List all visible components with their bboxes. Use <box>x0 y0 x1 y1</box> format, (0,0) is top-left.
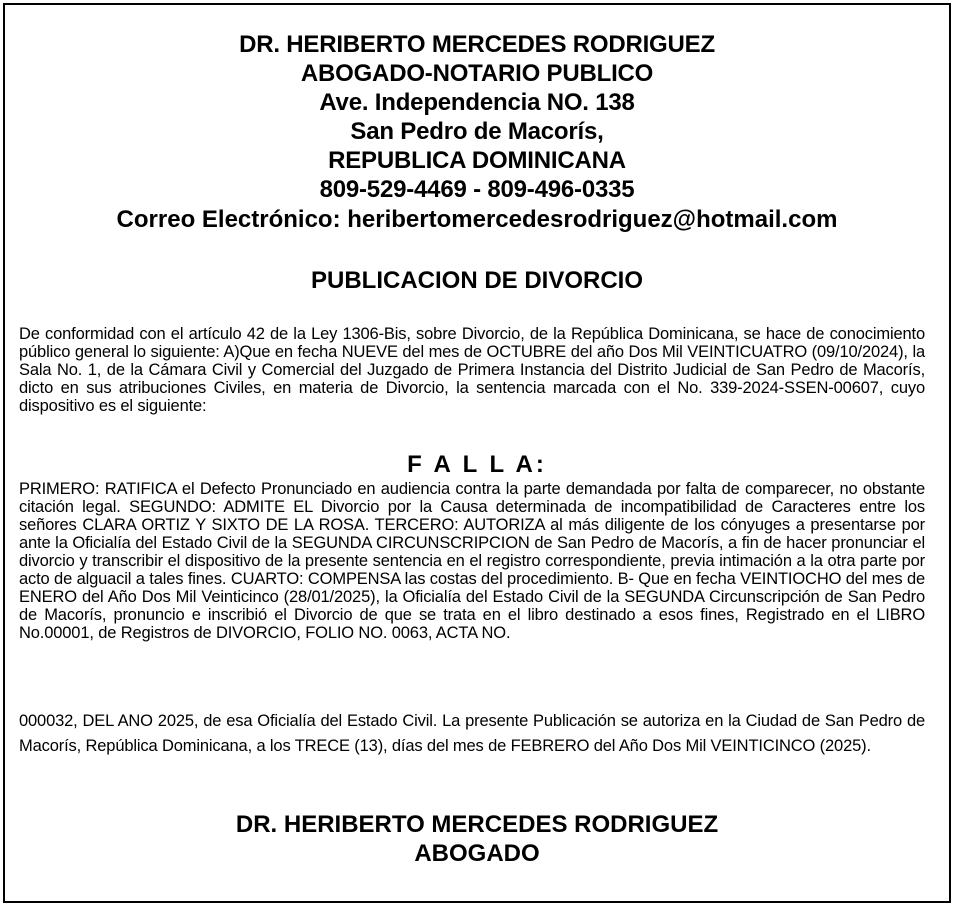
falla-heading: F A L L A: <box>407 451 547 478</box>
signer-name: DR. HERIBERTO MERCEDES RODRIGUEZ <box>235 811 719 838</box>
office-country: REPUBLICA DOMINICANA <box>328 147 626 174</box>
office-city: San Pedro de Macorís, <box>350 118 604 145</box>
signature-block <box>0 810 954 868</box>
email-address: Correo Electrónico: heribertomercedesrodriguez@hotmail.com <box>116 206 838 233</box>
lawyer-title: ABOGADO-NOTARIO PUBLICO <box>300 60 654 87</box>
signer-title: ABOGADO <box>414 840 540 867</box>
ruling-paragraph: PRIMERO: RATIFICA el Defecto Pronunciado en audiencia contra la parte demandada por falta de comparecer, no obstante citación legal. SEGUNDO: ADMITE EL Divorcio por la Causa determinada de incompatibilidad de Caracteres entre los señores CLARA ORTIZ Y SIXTO DE LA ROSA. TERCERO: AUTORIZA al más diligente de los cónyuges a presentarse por ante la Oficialía del Estado Civil de la SEGUNDA CIRCUNSCRIPCION de San Pedro de Macorís, a fin de hacer pronunciar el divorcio y transcribir el dispositivo de la presente sentencia en el registro correspondiente, previa intimación a la otra parte por acto de alguacil a tales fines. CUARTO: COMPENSA las costas del procedimiento. B- Que en fecha VEINTIOCHO del mes de ENERO del Año Dos Mil Veinticinco (28/01/2025), la Oficialía del Estado Civil de la SEGUNDA Circunscripción de San Pedro de Macorís, pronuncio e inscribió el Divorcio de que se trata en el libro destinado a esos fines, Registrado en el LIBRO No.00001, de Registros de DIVORCIO, FOLIO NO. 0063, ACTA NO. <box>19 480 925 642</box>
lawyer-name: DR. HERIBERTO MERCEDES RODRIGUEZ <box>239 31 715 58</box>
office-address: Ave. Independencia NO. 138 <box>319 89 635 116</box>
phone-numbers: 809-529-4469 - 809-496-0335 <box>319 176 635 203</box>
publication-title: PUBLICACION DE DIVORCIO <box>310 267 643 294</box>
letterhead <box>0 30 954 234</box>
closing-paragraph: 000032, DEL ANO 2025, de esa Oficialía del Estado Civil. La presente Publicación se autoriza en la Ciudad de San Pedro de Macorís, República Dominicana, a los TRECE (13), días del mes de FEBRERO del Año Dos Mil VEINTICINCO (2025). <box>19 712 925 755</box>
intro-paragraph: De conformidad con el artículo 42 de la Ley 1306-Bis, sobre Divorcio, de la República Dominicana, se hace de conocimiento público general lo siguiente: A)Que en fecha NUEVE del mes de OCTUBRE del año Dos Mil VEINTICUATRO (09/10/2024), la Sala No. 1, de la Cámara Civil y Comercial del Juzgado de Primera Instancia del Distrito Judicial de San Pedro de Macorís, dicto en sus atribuciones Civiles, en materia de Divorcio, la sentencia marcada con el No. 339-2024-SSEN-00607, cuyo dispositivo es el siguiente: <box>19 325 925 415</box>
